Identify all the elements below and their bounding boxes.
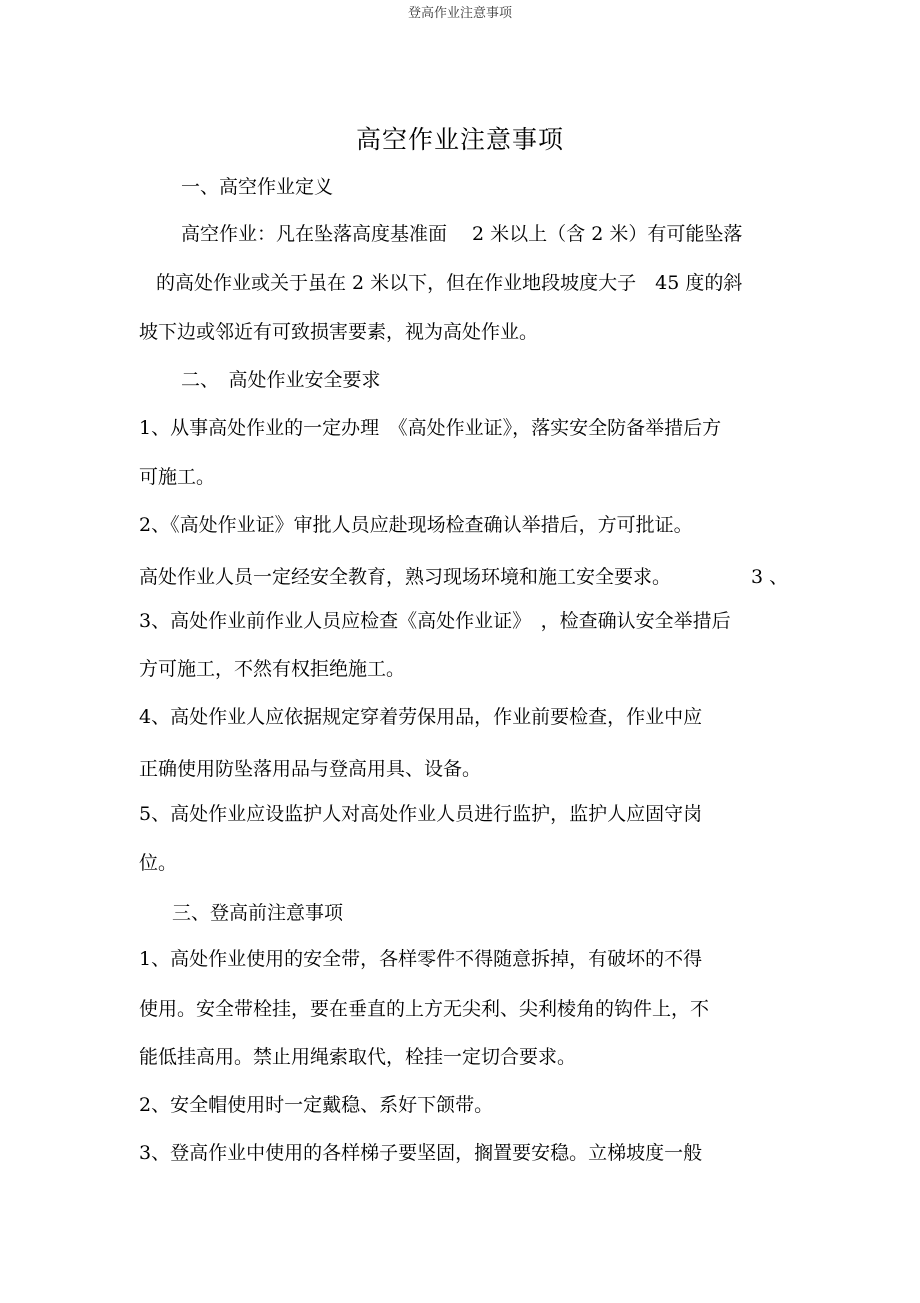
section3-heading: 三、登高前注意事项 (172, 902, 344, 924)
section2-heading: 二、 高处作业安全要求 (181, 369, 381, 391)
section2-extra-number: 3 、 (751, 566, 789, 588)
section2-item1-line: 可施工。 (139, 466, 216, 488)
section1-paragraph-line: 高空作业：凡在坠落高度基准面 2 米以上（含 2 米）有可能坠落 (181, 223, 743, 245)
section1-paragraph-line: 的高处作业或关于虽在 2 米以下，但在作业地段坡度大子 45 度的斜 (156, 272, 743, 294)
section2-item5-line: 5、高处作业应设监护人对高处作业人员进行监护，监护人应固守岗 (139, 803, 703, 825)
section2-item4-line: 正确使用防坠落用品与登高用具、设备。 (139, 758, 482, 780)
section3-item1-line: 1、高处作业使用的安全带，各样零件不得随意拆掉，有破坏的不得 (139, 948, 703, 970)
section2-extra-line: 高处作业人员一定经安全教育，熟习现场环境和施工安全要求。 (139, 566, 672, 588)
section3-item1-line: 使用。安全带栓挂，要在垂直的上方无尖利、尖利棱角的钩件上，不 (139, 998, 710, 1020)
document-title: 高空作业注意事项 (355, 125, 564, 154)
section2-item3-line: 方可施工，不然有权拒绝施工。 (139, 658, 406, 680)
section2-item5-line: 位。 (139, 852, 178, 874)
section2-item1-line: 1、从事高处作业的一定办理 《高处作业证》，落实安全防备举措后方 (139, 417, 722, 439)
section2-item3-line: 3、高处作业前作业人员应检查《高处作业证》 ，检查确认安全举措后 (139, 610, 731, 632)
section3-item2-line: 2、安全帽使用时一定戴稳、系好下颌带。 (139, 1094, 494, 1116)
running-header: 登高作业注意事项 (407, 6, 512, 21)
section1-heading: 一、高空作业定义 (181, 176, 334, 198)
section1-paragraph-line: 坡下边或邻近有可致损害要素，视为高处作业。 (139, 321, 539, 343)
section2-item4-line: 4、高处作业人应依据规定穿着劳保用品，作业前要检查，作业中应 (139, 706, 703, 728)
section2-item2-line: 2、《高处作业证》审批人员应赴现场检查确认举措后，方可批证。 (139, 514, 693, 536)
section3-item1-line: 能低挂高用。禁止用绳索取代，栓挂一定切合要求。 (139, 1046, 577, 1068)
section3-item3-line: 3、登高作业中使用的各样梯子要坚固，搁置要安稳。立梯坡度一般 (139, 1142, 703, 1164)
